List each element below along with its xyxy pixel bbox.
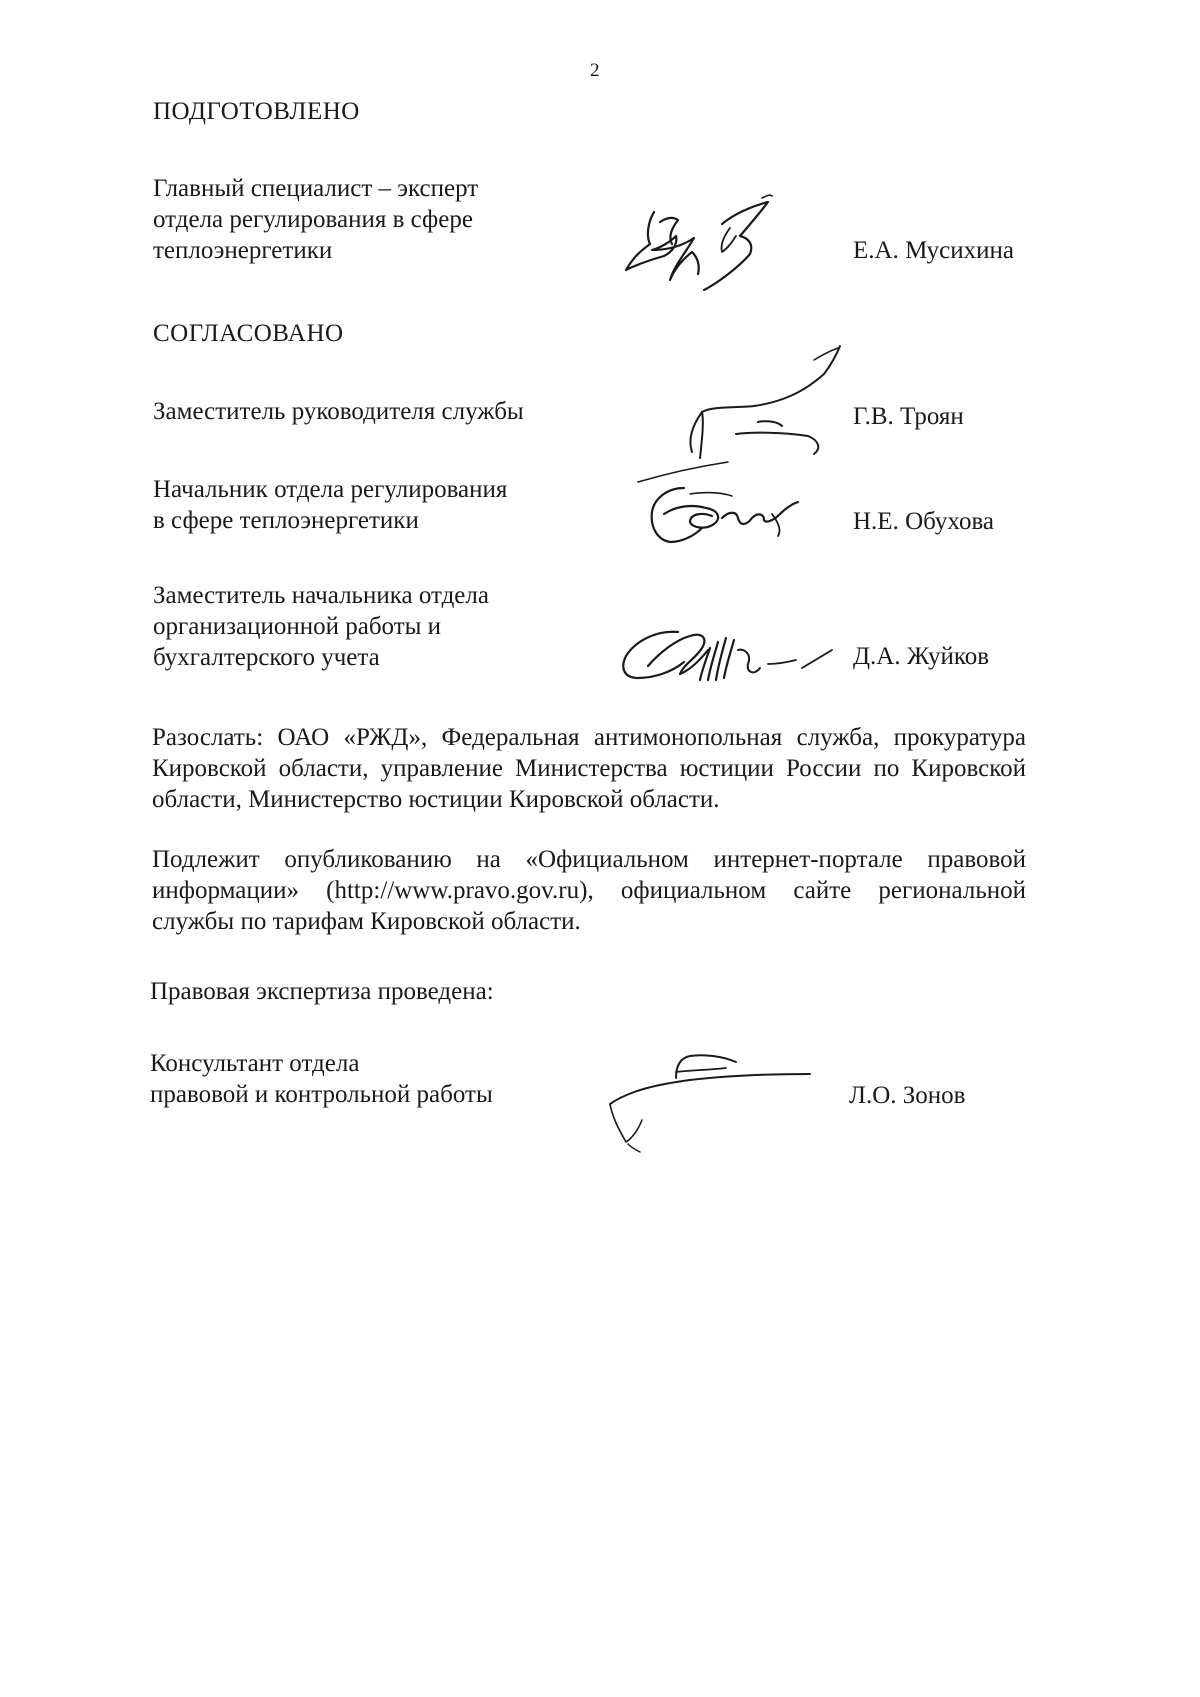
signer-name: Е.А. Мусихина [853, 237, 1015, 264]
signature-obukhova [628, 474, 808, 550]
signature-zhuykov [618, 620, 838, 690]
legal-review-position-line: правовой и контрольной работы [150, 1081, 493, 1108]
signature-zonov [600, 1044, 820, 1154]
publication-paragraph: Подлежит опубликованию на «Официальном интернет-портале правовой информации» (http://www.pravo.gov.ru), официальном сайте региональной службы по тарифам Кировской области. [152, 846, 1026, 935]
page-number: 2 [590, 60, 600, 81]
signer-position-line: бухгалтерского учета [153, 644, 380, 671]
prepared-position-line: отдела регулирования в сфере [153, 206, 473, 233]
signer-position-line: Заместитель начальника отдела [153, 582, 489, 609]
legal-review-position-line: Консультант отдела [150, 1050, 360, 1077]
legal-review-heading: Правовая экспертиза проведена: [150, 978, 494, 1005]
prepared-heading: ПОДГОТОВЛЕНО [153, 98, 360, 125]
signer-position-line: Заместитель руководителя службы [153, 398, 524, 425]
signer-name: Д.А. Жуйков [853, 643, 990, 670]
signer-position-line: организационной работы и [153, 613, 442, 640]
signature-troyan [632, 336, 842, 486]
signer-name: Л.О. Зонов [849, 1082, 966, 1109]
signer-position-line: в сфере теплоэнергетики [153, 507, 419, 534]
signer-name: Н.Е. Обухова [853, 508, 995, 535]
agreed-heading: СОГЛАСОВАНО [153, 320, 344, 347]
distribution-paragraph: Разослать: ОАО «РЖД», Федеральная антимонопольная служба, прокуратура Кировской области, управление Министерства юстиции России по Кировской области, Министерство юстиции Кировской области. [152, 724, 1026, 813]
signer-position-line: Начальник отдела регулирования [153, 476, 508, 503]
signature-musikhina [612, 192, 792, 300]
prepared-position-line: Главный специалист – эксперт [153, 175, 479, 202]
prepared-position-line: теплоэнергетики [153, 237, 333, 264]
signer-name: Г.В. Троян [853, 403, 964, 430]
